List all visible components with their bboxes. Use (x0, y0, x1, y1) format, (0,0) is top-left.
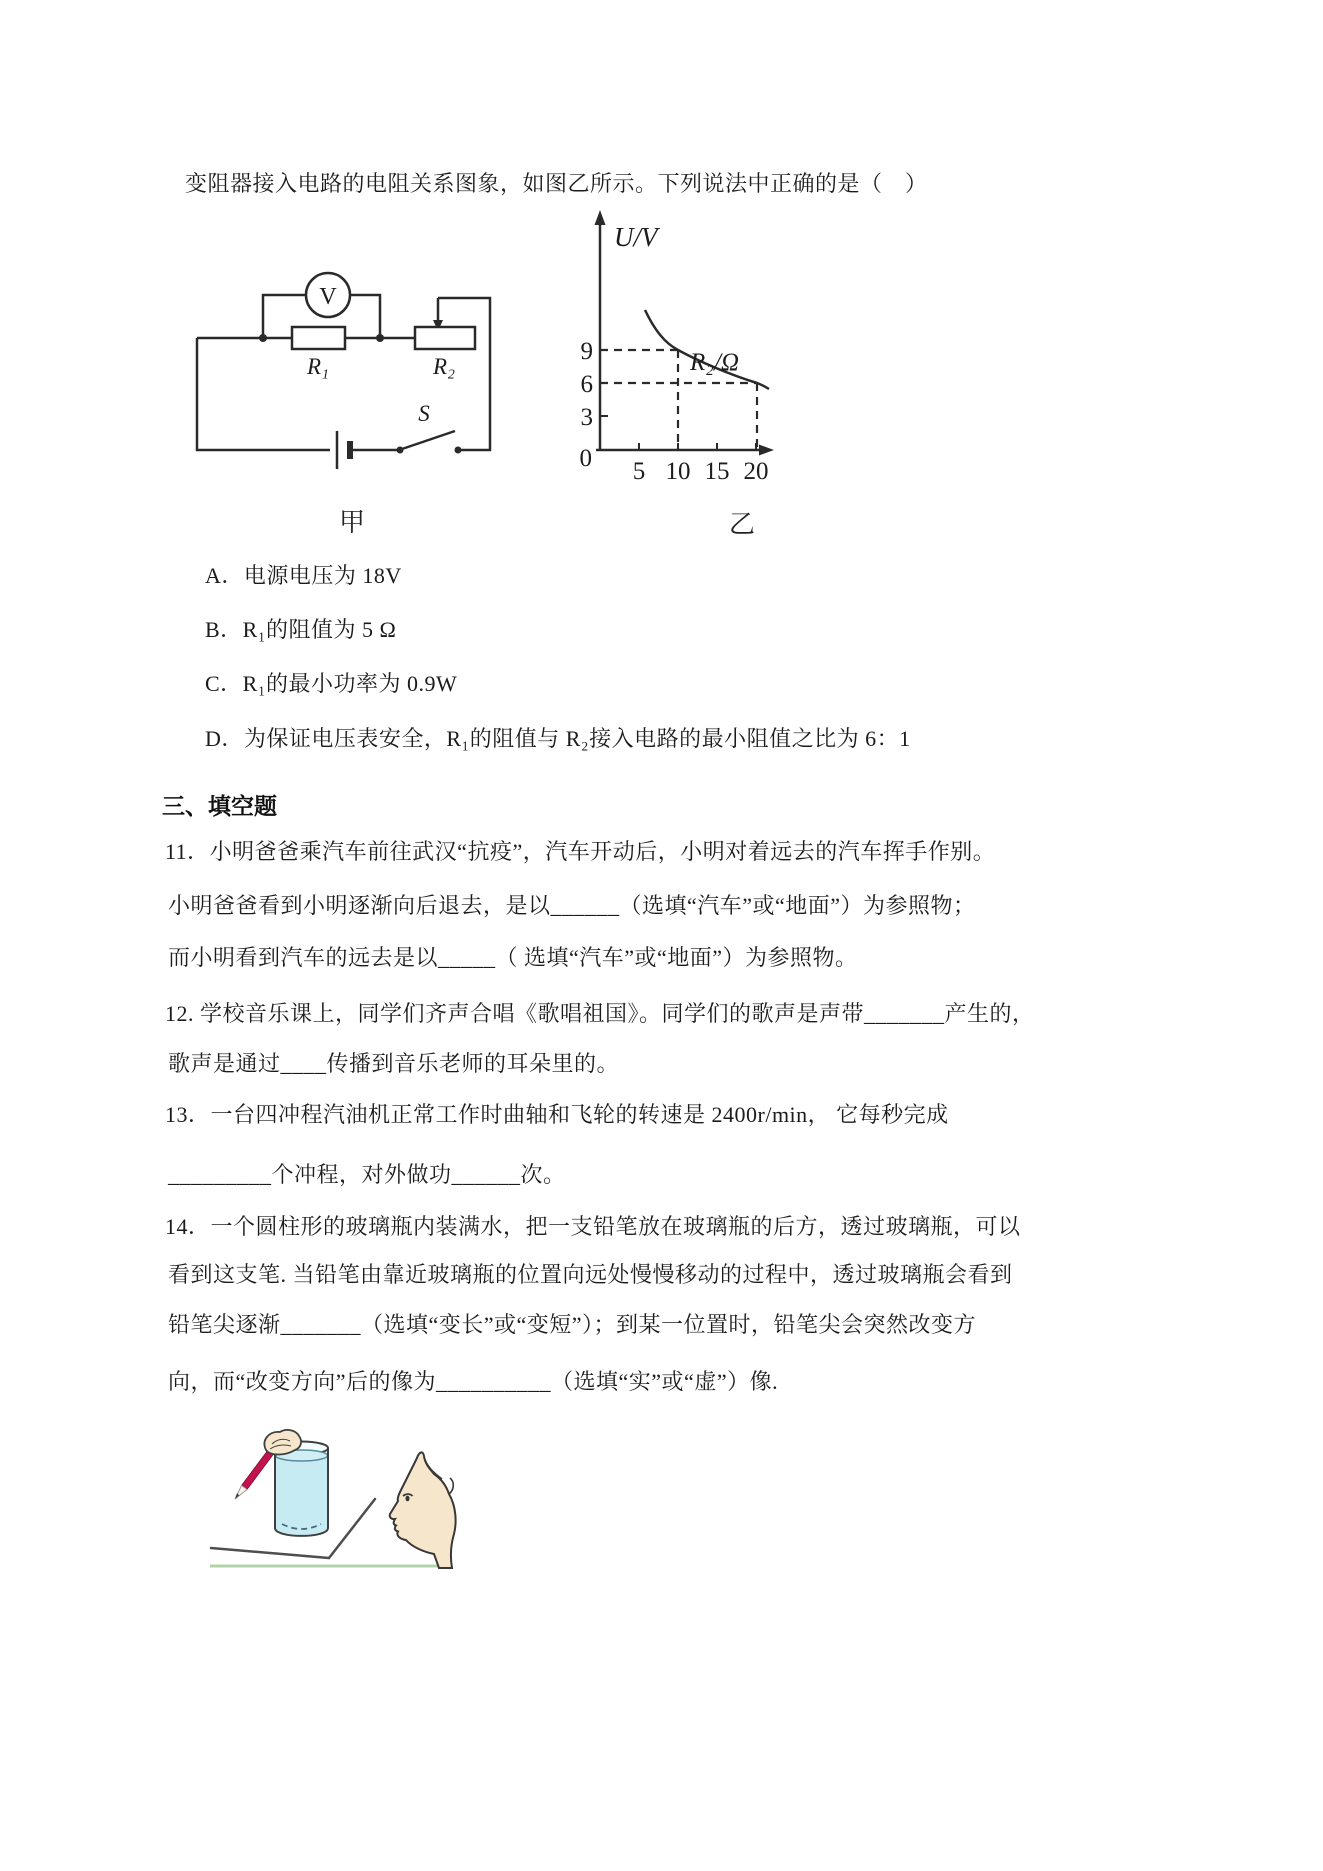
circuit-figure (185, 225, 505, 475)
y-tick-9: 9 (580, 338, 593, 365)
q13-line-2: _________个冲程，对外做功______次。 (168, 1162, 566, 1187)
circuit-caption: 甲 (339, 508, 366, 537)
y-axis-arrow-icon (595, 210, 606, 225)
x-tick-5: 5 (632, 458, 646, 485)
face-profile (390, 1452, 456, 1568)
q13-line-1: 13．一台四冲程汽油机正常工作时曲轴和飞轮的转速是 2400r/min， 它每秒完成 (165, 1102, 949, 1127)
rheostat-r2 (415, 327, 475, 349)
q14-line-2: 看到这支笔. 当铅笔由靠近玻璃瓶的位置向远处慢慢移动的过程中，透过玻璃瓶会看到 (168, 1262, 1013, 1287)
q11-line-1: 11．小明爸爸乘汽车前往武汉“抗疫”，汽车开动后，小明对着远去的汽车挥手作别。 (165, 839, 996, 864)
q12-line-1: 12. 学校音乐课上，同学们齐声合唱《歌唱祖国》。同学们的歌声是声带_______产生的， (165, 1001, 1035, 1026)
q14-line-1: 14．一个圆柱形的玻璃瓶内装满水，把一支铅笔放在玻璃瓶的后方，透过玻璃瓶，可以 (165, 1214, 1021, 1239)
x-tick-10: 10 (665, 458, 691, 485)
graph-caption: 乙 (729, 510, 756, 539)
option-a: A．电源电压为 18V (205, 563, 402, 588)
switch-label: S (418, 401, 430, 426)
glass-of-water (275, 1442, 328, 1536)
x-tick-20: 20 (743, 458, 769, 485)
r2-label: R₂ (432, 354, 456, 379)
voltmeter-label: V (319, 284, 337, 310)
option-c: C．R₁的最小功率为 0.9W (205, 671, 458, 696)
q11-line-2: 小明爸爸看到小明逐渐向后退去，是以______（选填“汽车”或“地面”）为参照物； (168, 893, 976, 918)
q14-line-4: 向，而“改变方向”后的像为__________（选填“实”或“虚”）像. (168, 1369, 779, 1394)
pencil-glass-illustration (198, 1428, 460, 1576)
junction-dot (259, 334, 267, 342)
origin-label: 0 (579, 445, 592, 472)
y-tick-6: 6 (580, 371, 593, 398)
y-tick-3: 3 (580, 404, 593, 431)
y-axis-label: U/V (614, 222, 658, 252)
option-d: D．为保证电压表安全，R₁的阻值与 R₂接入电路的最小阻值之比为 6：1 (205, 726, 911, 751)
resistor-r1 (292, 327, 345, 349)
q12-line-2: 歌声是通过____传播到音乐老师的耳朵里的。 (168, 1051, 620, 1076)
x-tick-15: 15 (704, 458, 730, 485)
graph-figure (540, 195, 795, 490)
q14-line-3: 铅笔尖逐渐_______（选填“变长”或“变短”）；到某一位置时，铅笔尖会突然改变方 (168, 1312, 977, 1337)
option-b: B．R₁的阻值为 5 Ω (205, 617, 397, 642)
question-intro-line: 变阻器接入电路的电阻关系图象，如图乙所示。下列说法中正确的是（ ） (185, 171, 928, 196)
r1-label: R₁ (306, 354, 330, 379)
x-axis-arrow-icon (759, 445, 774, 456)
switch-icon (397, 431, 462, 454)
q11-line-3: 而小明看到汽车的远去是以_____（ 选填“汽车”或“地面”）为参照物。 (168, 945, 858, 970)
graph-axes (596, 222, 762, 450)
x-axis-label: R₂/Ω (690, 349, 739, 376)
battery-icon (337, 431, 350, 469)
junction-dot (376, 334, 384, 342)
section-header: 三、填空题 (162, 793, 277, 819)
